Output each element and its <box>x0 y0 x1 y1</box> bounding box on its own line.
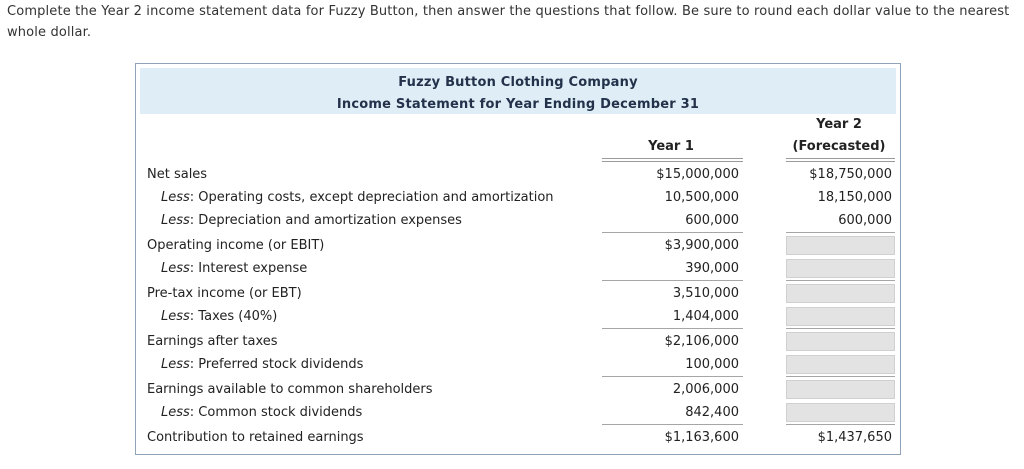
row-label: Earnings after taxes <box>147 334 278 349</box>
year2-pretax-income-input[interactable] <box>786 284 895 303</box>
year2-value: 18,150,000 <box>817 190 892 205</box>
year2-header-rule <box>786 158 895 162</box>
year1-header: Year 1 <box>648 139 694 154</box>
year2-taxes-input[interactable] <box>786 307 895 326</box>
year1-value: $3,900,000 <box>664 238 739 253</box>
instructions-text: Complete the Year 2 income statement data for Fuzzy Button, then answer the questions that follow. Be sure to round each dollar value to the nearest whole dollar. <box>7 4 1010 40</box>
year1-value: $15,000,000 <box>656 167 739 182</box>
title-band <box>140 68 896 114</box>
year2-interest-expense-input[interactable] <box>786 259 895 278</box>
table-row-depreciation <box>136 209 902 232</box>
table-row-preferred-dividends <box>136 353 902 376</box>
year2-operating-income-input[interactable] <box>786 236 895 255</box>
row-label: Pre-tax income (or EBT) <box>147 286 302 301</box>
row-label <box>161 353 363 376</box>
year2-header: Year 2 <box>816 117 862 132</box>
less-prefix: Less <box>161 190 190 205</box>
row-label-text: : Interest expense <box>189 261 308 276</box>
row-label-text: : Common stock dividends <box>189 405 363 420</box>
year2-common-dividends-input[interactable] <box>786 403 895 422</box>
row-label: Operating income (or EBIT) <box>147 238 325 253</box>
row-separator <box>602 328 743 329</box>
row-separator <box>602 232 743 233</box>
row-label-text: : Operating costs, except depreciation and amortization <box>189 190 554 205</box>
row-separator <box>786 376 895 377</box>
income-statement-table <box>135 63 901 455</box>
row-label-text: : Depreciation and amortization expenses <box>189 213 462 228</box>
table-row-common-dividends <box>136 401 902 424</box>
row-label <box>161 209 462 232</box>
table-row-retained-earnings <box>136 426 902 449</box>
statement-title: Income Statement for Year Ending December 31 <box>336 97 700 112</box>
row-label: Net sales <box>147 167 208 182</box>
year2-earnings-common-input[interactable] <box>786 380 895 399</box>
row-separator <box>786 280 895 281</box>
row-separator <box>602 424 743 425</box>
row-label-text: : Taxes (40%) <box>189 309 278 324</box>
year1-header-rule <box>602 158 743 162</box>
year1-value: 3,510,000 <box>672 286 739 301</box>
year1-value: 390,000 <box>685 261 739 276</box>
year1-value: 10,500,000 <box>664 190 739 205</box>
row-separator <box>786 424 895 425</box>
row-label: Earnings available to common shareholders <box>147 382 433 397</box>
row-label-text: : Preferred stock dividends <box>189 357 364 372</box>
year2-preferred-dividends-input[interactable] <box>786 355 895 374</box>
year2-value: $18,750,000 <box>809 167 892 182</box>
table-row-earnings-after-taxes <box>136 330 902 353</box>
less-prefix: Less <box>161 213 190 228</box>
table-row-pretax-income <box>136 282 902 305</box>
less-prefix: Less <box>161 405 190 420</box>
year2-value: 600,000 <box>838 213 892 228</box>
year1-value: 842,400 <box>685 405 739 420</box>
row-label <box>161 257 307 280</box>
year1-value: $1,163,600 <box>664 430 739 445</box>
table-row-earnings-common <box>136 378 902 401</box>
year1-value: 600,000 <box>685 213 739 228</box>
company-name: Fuzzy Button Clothing Company <box>398 75 638 90</box>
table-row-taxes <box>136 305 902 328</box>
year1-value: 2,006,000 <box>672 382 739 397</box>
less-prefix: Less <box>161 261 190 276</box>
year2-value: $1,437,650 <box>817 430 892 445</box>
year2-earnings-after-taxes-input[interactable] <box>786 332 895 351</box>
row-separator <box>786 232 895 233</box>
table-row-interest-expense <box>136 257 902 280</box>
row-separator <box>602 280 743 281</box>
row-label <box>161 186 554 209</box>
table-row-operating-income <box>136 234 902 257</box>
row-separator <box>786 328 895 329</box>
year1-value: 1,404,000 <box>672 309 739 324</box>
year2-forecasted-header: (Forecasted) <box>792 139 886 154</box>
row-label <box>161 305 277 328</box>
row-label: Contribution to retained earnings <box>147 430 364 445</box>
table-row-net-sales <box>136 163 902 186</box>
table-row-operating-costs <box>136 186 902 209</box>
year1-value: $2,106,000 <box>664 334 739 349</box>
less-prefix: Less <box>161 357 190 372</box>
year1-value: 100,000 <box>685 357 739 372</box>
row-separator <box>602 376 743 377</box>
row-label <box>161 401 362 424</box>
less-prefix: Less <box>161 309 190 324</box>
